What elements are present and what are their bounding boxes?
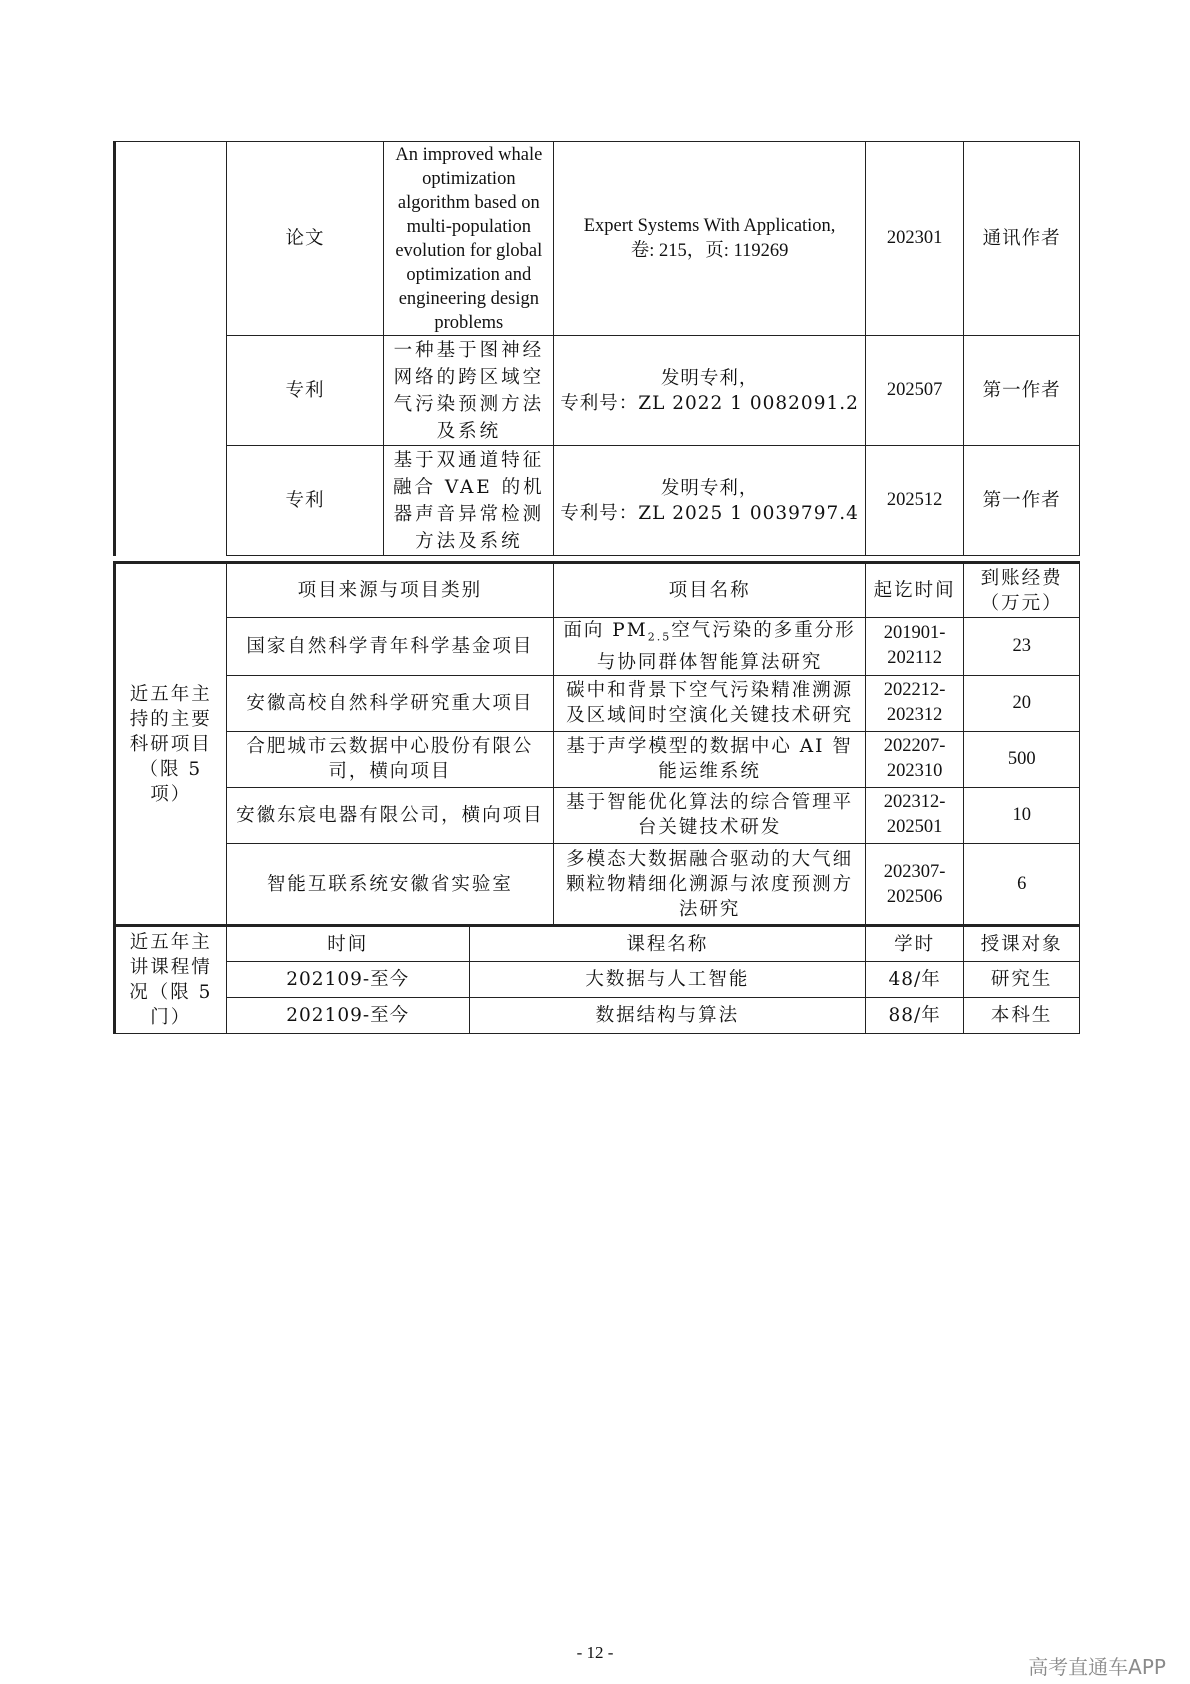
achievement-role: 第一作者 (964, 336, 1080, 446)
table-row (115, 618, 1080, 676)
venue-line: 专利号：ZL 2022 1 0082091.2 (560, 392, 859, 414)
achievements-table (113, 141, 1080, 556)
course-hours: 88/年 (865, 998, 964, 1034)
project-name: 基于智能优化算法的综合管理平台关键技术研发 (554, 787, 866, 843)
table-row (115, 787, 1080, 843)
project-name: 碳中和背景下空气污染精准溯源及区域间时空演化关键技术研究 (554, 675, 866, 731)
course-name: 数据结构与算法 (469, 998, 865, 1034)
course-time: 202109-至今 (226, 962, 469, 998)
project-period: 202312-202501 (865, 787, 964, 843)
achievement-title: An improved whale optimization algorithm based on multi-population evolution for global optimization and engineering design problems (384, 142, 554, 336)
table-row (115, 675, 1080, 731)
column-header-audience: 授课对象 (964, 926, 1080, 962)
table-header-row (115, 563, 1080, 618)
project-name (554, 618, 866, 676)
project-name-part: 面向 PM (563, 620, 648, 641)
achievement-venue (554, 336, 866, 446)
table-row (115, 731, 1080, 787)
project-source: 合肥城市云数据中心股份有限公司，横向项目 (226, 731, 554, 787)
projects-section-label: 近五年主持的主要科研项目（限 5 项） (115, 563, 227, 927)
venue-line: 发明专利， (660, 367, 759, 389)
table-row (115, 336, 1080, 446)
achievement-role: 第一作者 (964, 446, 1080, 556)
table-row (115, 962, 1080, 998)
table-row (115, 998, 1080, 1034)
project-period: 202207-202310 (865, 731, 964, 787)
achievement-venue (554, 142, 866, 336)
project-period: 201901-202112 (865, 618, 964, 676)
project-funding: 6 (964, 843, 1080, 926)
column-header-funding: 到账经费（万元） (964, 563, 1080, 618)
course-name: 大数据与人工智能 (469, 962, 865, 998)
courses-table (113, 924, 1080, 1034)
table-header-row (115, 926, 1080, 962)
projects-table (113, 561, 1080, 927)
column-header-name: 项目名称 (554, 563, 866, 618)
course-audience: 研究生 (964, 962, 1080, 998)
achievement-title: 基于双通道特征融合 VAE 的机器声音异常检测方法及系统 (384, 446, 554, 556)
project-name-part: 空气污染的多重分形与协同群体智能算法研究 (596, 620, 856, 673)
achievement-date: 202507 (865, 336, 964, 446)
project-period: 202307-202506 (865, 843, 964, 926)
achievement-date: 202512 (865, 446, 964, 556)
project-source: 国家自然科学青年科学基金项目 (226, 618, 554, 676)
app-watermark: 高考直通车APP (1028, 1655, 1166, 1679)
achievement-type: 专利 (226, 446, 384, 556)
column-header-source: 项目来源与项目类别 (226, 563, 554, 618)
project-funding: 500 (964, 731, 1080, 787)
project-name-subscript: 2.5 (647, 630, 672, 644)
page-number: - 12 - (576, 1643, 614, 1662)
column-header-time: 时间 (226, 926, 469, 962)
table-row (115, 446, 1080, 556)
table-row (115, 142, 1080, 336)
project-source: 智能互联系统安徽省实验室 (226, 843, 554, 926)
achievement-venue (554, 446, 866, 556)
project-name: 多模态大数据融合驱动的大气细颗粒物精细化溯源与浓度预测方法研究 (554, 843, 866, 926)
project-funding: 20 (964, 675, 1080, 731)
table-row (115, 843, 1080, 926)
venue-line: Expert Systems With Application, (583, 215, 836, 236)
venue-line: 专利号：ZL 2025 1 0039797.4 (560, 502, 859, 524)
achievement-type: 专利 (226, 336, 384, 446)
achievement-title: 一种基于图神经网络的跨区域空气污染预测方法及系统 (384, 336, 554, 446)
column-header-course: 课程名称 (469, 926, 865, 962)
column-header-period: 起讫时间 (865, 563, 964, 618)
courses-section-label: 近五年主讲课程情况（限 5 门） (115, 926, 227, 1034)
achievement-type: 论文 (226, 142, 384, 336)
project-funding: 23 (964, 618, 1080, 676)
course-hours: 48/年 (865, 962, 964, 998)
project-source: 安徽东宸电器有限公司，横向项目 (226, 787, 554, 843)
achievement-date: 202301 (865, 142, 964, 336)
course-time: 202109-至今 (226, 998, 469, 1034)
venue-line: 卷: 215，页: 119269 (630, 240, 789, 261)
project-period: 202212-202312 (865, 675, 964, 731)
project-funding: 10 (964, 787, 1080, 843)
project-name: 基于声学模型的数据中心 AI 智能运维系统 (554, 731, 866, 787)
section-label-cell (115, 142, 227, 556)
column-header-hours: 学时 (865, 926, 964, 962)
project-source: 安徽高校自然科学研究重大项目 (226, 675, 554, 731)
venue-line: 发明专利， (660, 477, 759, 499)
course-audience: 本科生 (964, 998, 1080, 1034)
achievement-role: 通讯作者 (964, 142, 1080, 336)
